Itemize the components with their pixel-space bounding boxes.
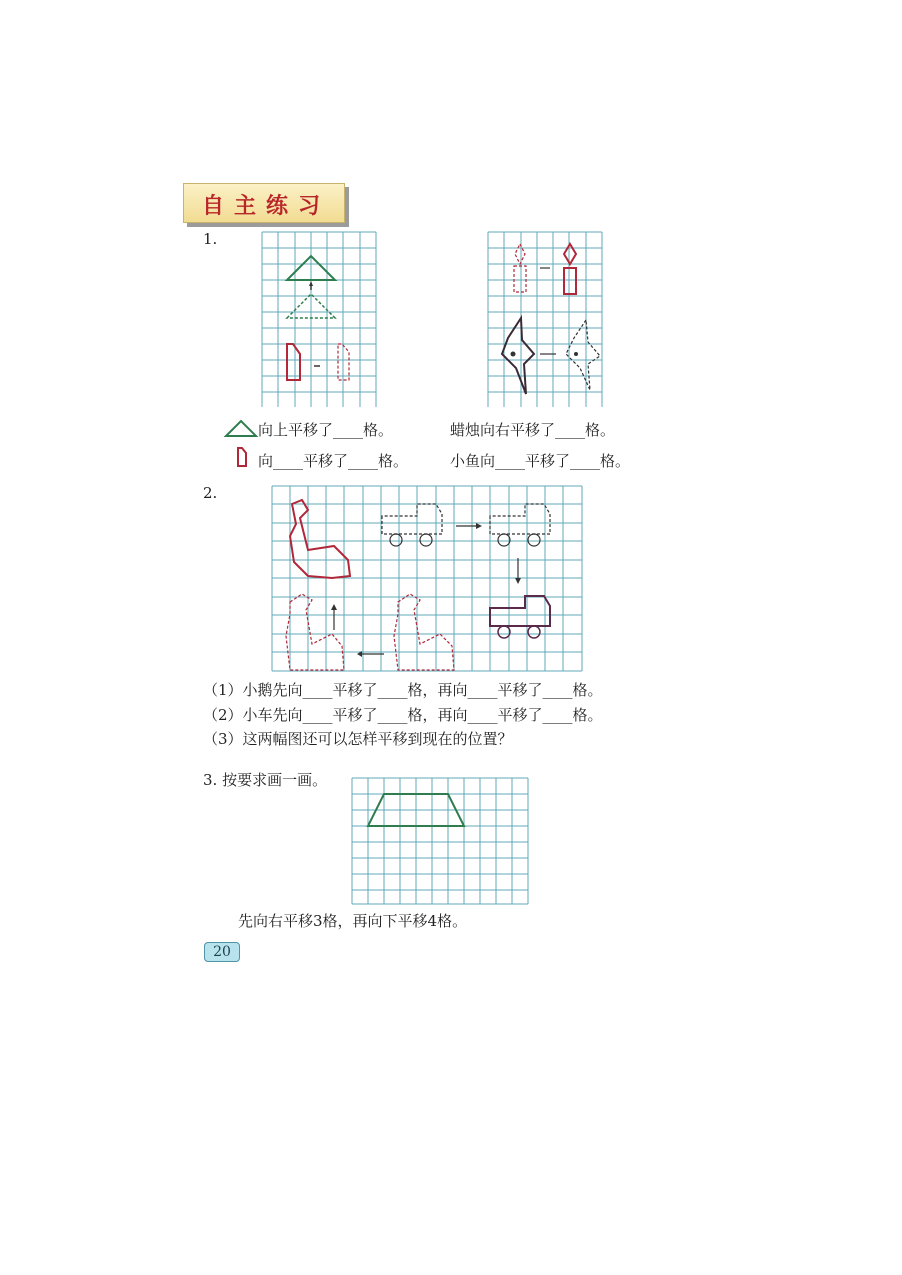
dashed-goose-left [286,594,344,670]
q1-left-grid [262,232,376,407]
candle-body [564,268,576,294]
dashed-fish [566,320,600,390]
q1-line1-b: 蜡烛向右平移了____格。 [450,421,616,439]
q2-sub2: （2）小车先向____平移了____格，再向____平移了____格。 [203,706,603,724]
dashed-truck-1 [382,504,442,534]
dashed-candle-body [514,266,526,292]
fish [502,318,534,394]
question-2-number: 2. [203,484,218,502]
q2-grid [272,486,582,671]
candle-flame [564,244,576,264]
question-1-number: 1. [203,230,218,248]
q2-sub1: （1）小鹅先向____平移了____格，再向____平移了____格。 [203,681,603,699]
section-title-banner [183,183,345,223]
dashed-truck-2 [490,504,550,534]
small-triangle-icon [224,418,258,438]
small-red-shape-icon [236,446,250,468]
q3-grid [352,778,528,904]
dashed-goose-right [394,594,454,670]
q2-sub3: （3）这两幅图还可以怎样平移到现在的位置？ [203,730,513,748]
goose [290,500,350,578]
section-title: 自主练习 [202,194,331,219]
q1-right-grid [488,232,602,407]
q3-prompt: 3. 按要求画一画。 [203,771,328,789]
q1-line1-a: 向上平移了____格。 [258,421,394,439]
q1-line2-b: 小鱼向____平移了____格。 [450,452,631,470]
page-number: 20 [204,942,240,962]
q3-instruction: 先向右平移3格，再向下平移4格。 [238,912,468,930]
q1-line2-a: 向____平移了____格。 [258,452,409,470]
dashed-candle-flame [515,244,525,264]
red-shape [287,344,300,380]
truck [490,596,550,626]
